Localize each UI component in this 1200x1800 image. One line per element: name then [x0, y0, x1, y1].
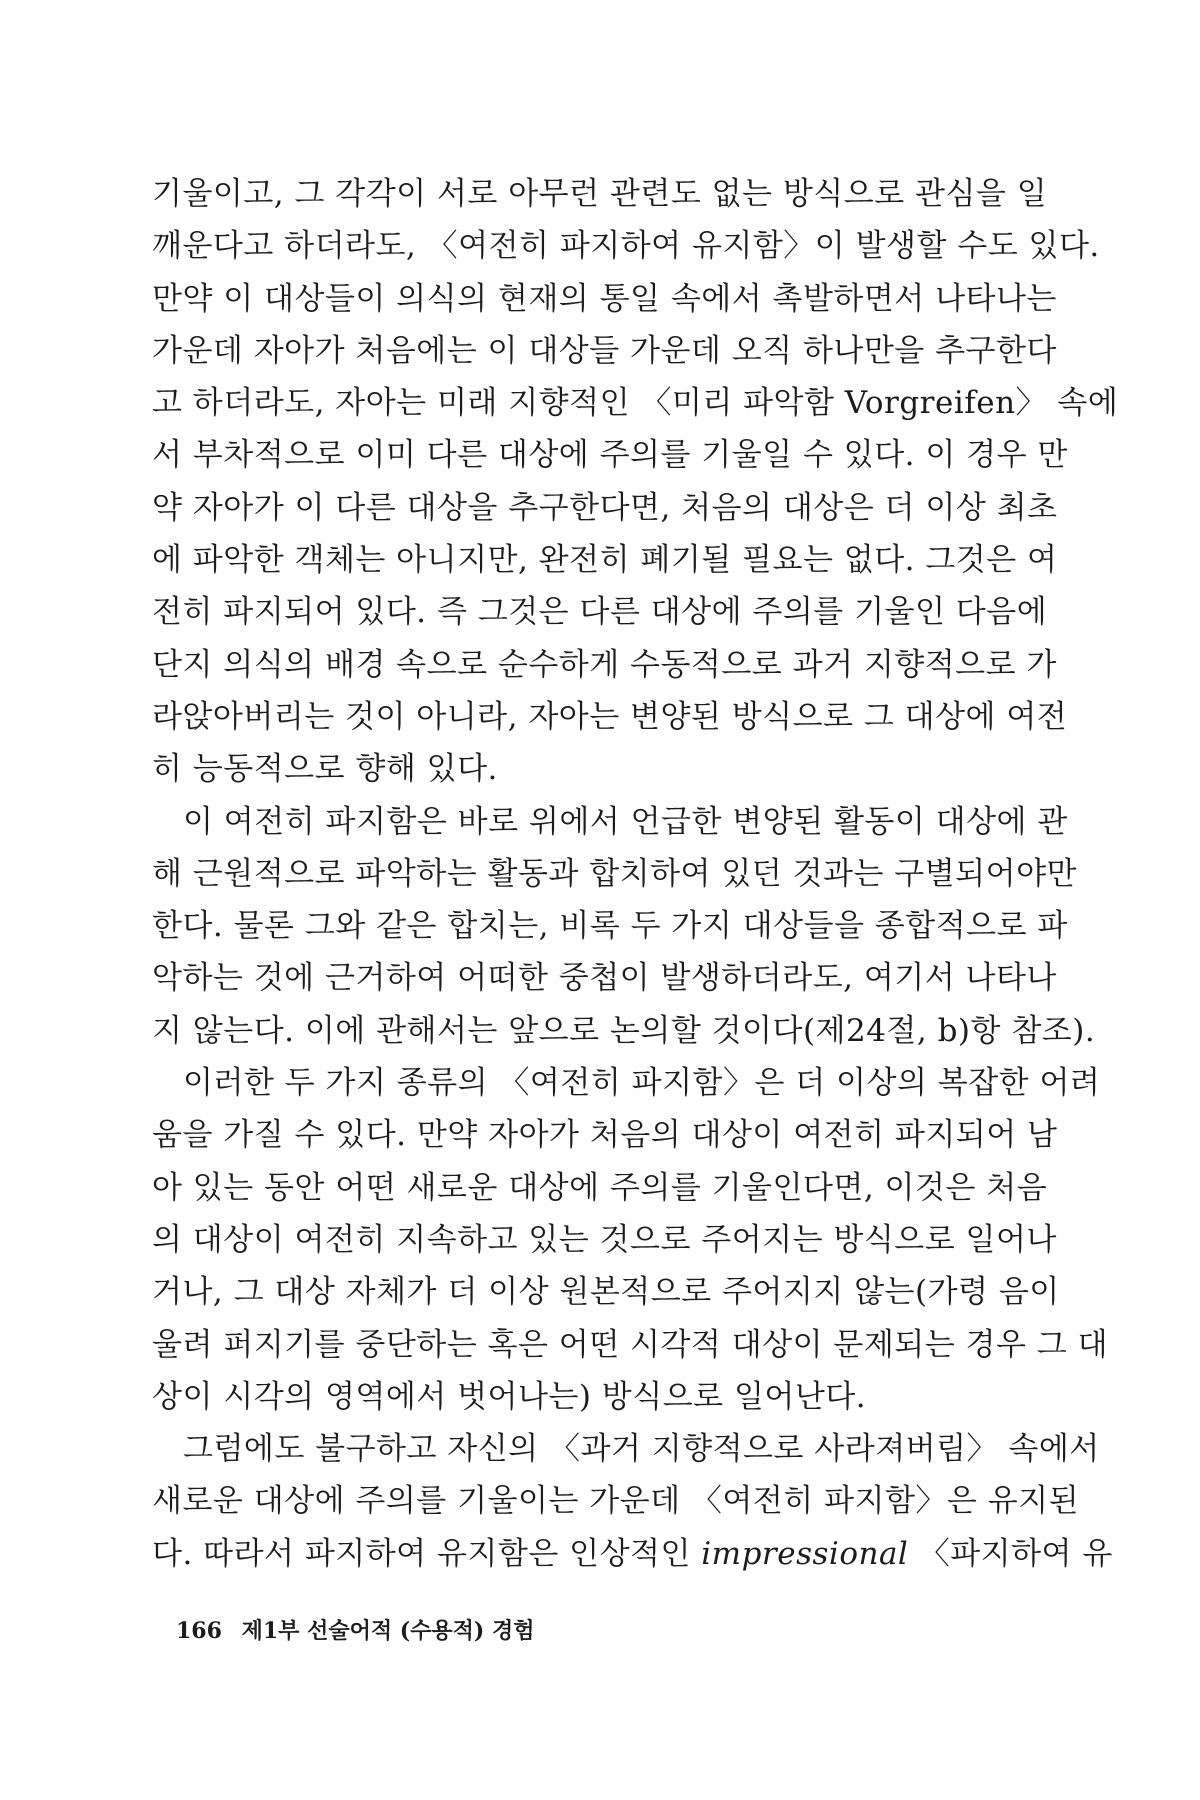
- text-line: 가운데 자아가 처음에는 이 대상들 가운데 오직 하나만을 추구한다: [152, 332, 1057, 369]
- italic-term: impressional: [701, 1535, 909, 1572]
- paragraph-first-line: 그럼에도 불구하고 자신의 〈과거 지향적으로 사라져버림〉 속에서: [183, 1431, 1100, 1468]
- text-line: 만약 이 대상들이 의식의 현재의 통일 속에서 촉발하면서 나타나는: [152, 280, 1057, 317]
- text-line: 악하는 것에 근거하여 어떠한 중첩이 발생하더라도, 여기서 나타나: [152, 960, 1057, 997]
- text-line: 울려 퍼지기를 중단하는 혹은 어떤 시각적 대상이 문제되는 경우 그 대: [152, 1326, 1109, 1363]
- text-line: 단지 의식의 배경 속으로 순수하게 수동적으로 과거 지향적으로 가: [152, 646, 1057, 683]
- page-number: 166: [176, 1618, 222, 1644]
- text-line-final: [152, 1528, 1113, 1580]
- running-head: 제1부 선술어적 (수용적) 경험: [241, 1618, 535, 1644]
- text-line: 해 근원적으로 파악하는 활동과 합치하여 있던 것과는 구별되어야만: [152, 855, 1077, 892]
- text-line: 의 대상이 여전히 지속하고 있는 것으로 주어지는 방식으로 일어나: [152, 1221, 1057, 1258]
- text-line: 기울이고, 그 각각이 서로 아무런 관련도 없는 방식으로 관심을 일: [152, 176, 1048, 212]
- text-segment: 〈파지하여 유: [918, 1535, 1113, 1572]
- text-line: 라앉아버리는 것이 아니라, 자아는 변양된 방식으로 그 대상에 여전: [152, 698, 1068, 735]
- text-line: 새로운 대상에 주의를 기울이는 가운데 〈여전히 파지함〉은 유지된: [152, 1483, 1080, 1520]
- text-line: 아 있는 동안 어떤 새로운 대상에 주의를 기울인다면, 이것은 처음: [152, 1169, 1048, 1206]
- text-line: 거나, 그 대상 자체가 더 이상 원본적으로 주어지지 않는(가령 음이: [152, 1274, 1060, 1311]
- text-line: 히 능동적으로 향해 있다.: [152, 751, 498, 788]
- text-line: 약 자아가 이 다른 대상을 추구한다면, 처음의 대상은 더 이상 최초: [152, 489, 1058, 526]
- text-line: 상이 시각의 영역에서 벗어나는) 방식으로 일어난다.: [152, 1378, 867, 1415]
- paragraph-first-line: 이러한 두 가지 종류의 〈여전히 파지함〉은 더 이상의 복잡한 어려: [183, 1065, 1101, 1102]
- text-line: 고 하더라도, 자아는 미래 지향적인 〈미리 파악함 Vorgreifen〉 속에: [152, 385, 1119, 422]
- paragraph-first-line: 이 여전히 파지함은 바로 위에서 언급한 변양된 활동이 대상에 관: [183, 803, 1068, 840]
- text-segment: 다. 따라서 파지하여 유지함은 인상적인: [152, 1535, 691, 1572]
- body-text: [152, 168, 1119, 1580]
- text-line: 서 부차적으로 이미 다른 대상에 주의를 기울일 수 있다. 이 경우 만: [152, 437, 1068, 474]
- text-line: 한다. 물론 그와 같은 합치는, 비록 두 가지 대상들을 종합적으로 파: [152, 908, 1068, 945]
- text-line: 에 파악한 객체는 아니지만, 완전히 폐기될 필요는 없다. 그것은 여: [152, 542, 1058, 579]
- page-footer: [176, 1616, 535, 1646]
- text-line: 움을 가질 수 있다. 만약 자아가 처음의 대상이 여전히 파지되어 남: [152, 1117, 1058, 1154]
- text-line: 전히 파지되어 있다. 즉 그것은 다른 대상에 주의를 기울인 다음에: [152, 594, 1048, 631]
- text-line: 깨운다고 하더라도, 〈여전히 파지하여 유지함〉이 발생할 수도 있다.: [152, 228, 1100, 265]
- text-line: 지 않는다. 이에 관해서는 앞으로 논의할 것이다(제24절, b)항 참조).: [152, 1012, 1096, 1049]
